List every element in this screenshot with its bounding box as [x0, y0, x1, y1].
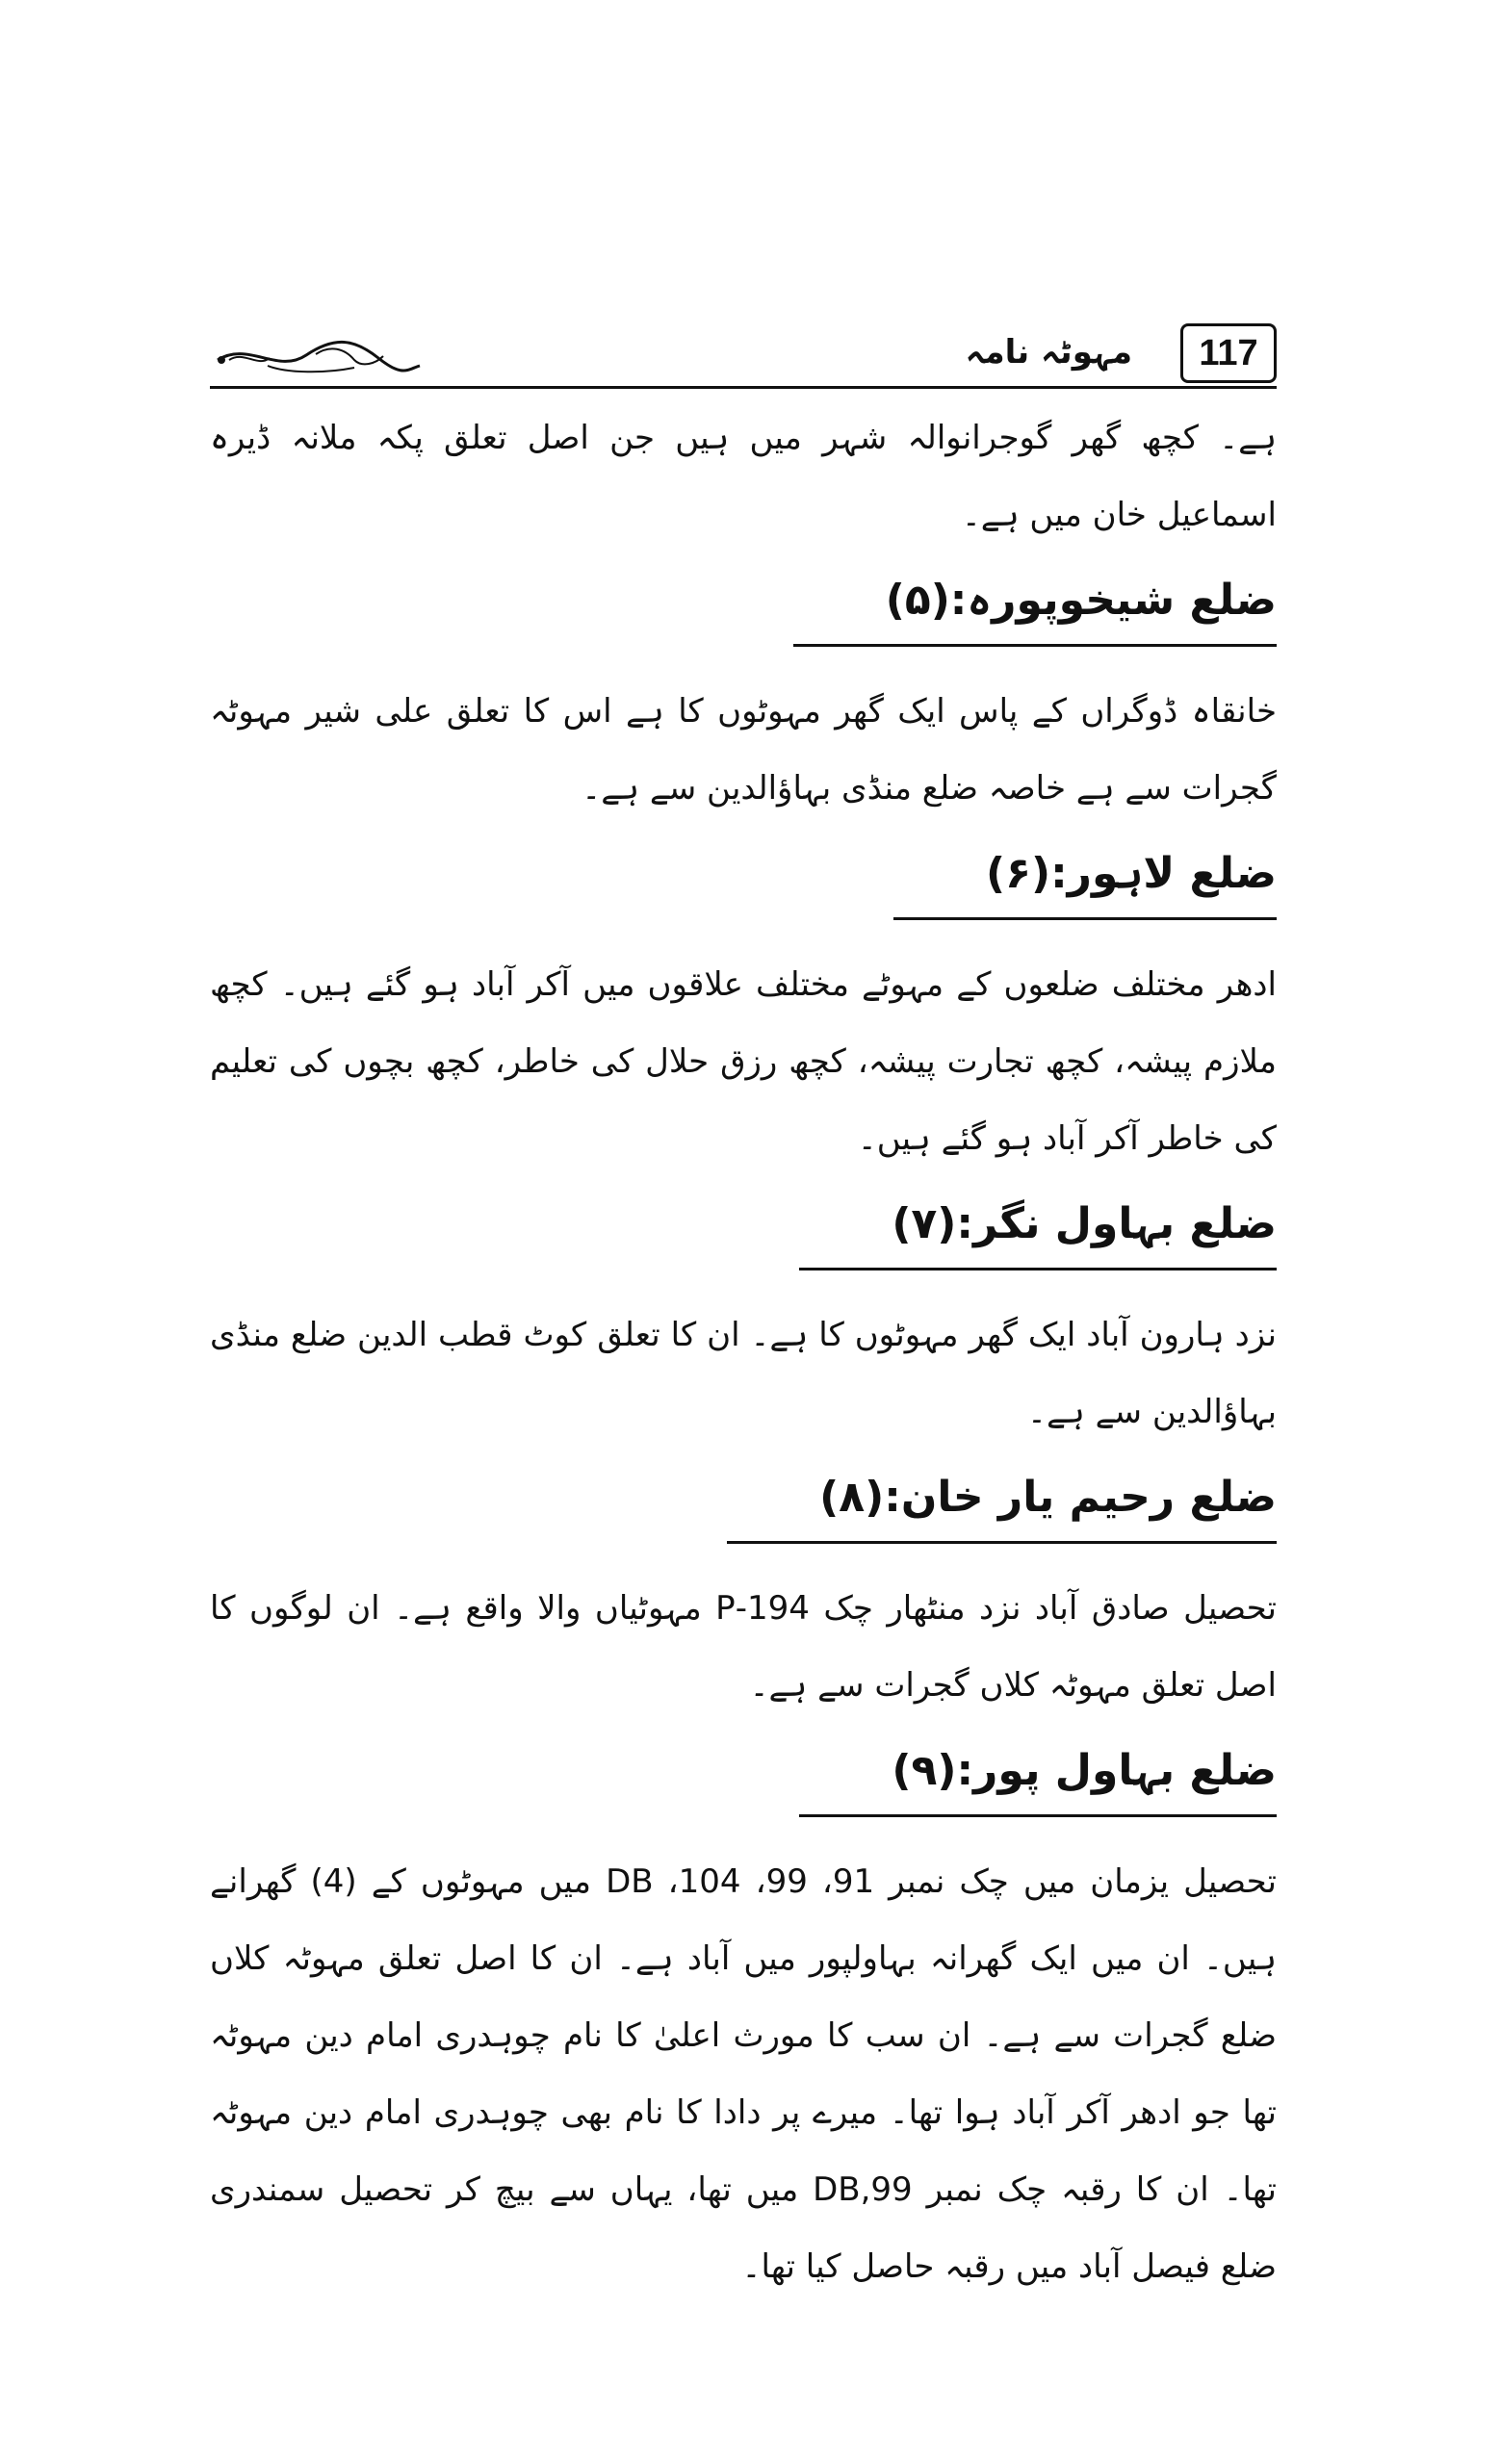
- paragraph-lahore: ادھر مختلف ضلعوں کے مہوٹے مختلف علاقوں میں آکر آباد ہو گئے ہیں۔ کچھ ملازم پیشہ، کچھ تجارت پیشہ، کچھ رزق حلال کی خاطر، کچھ بچوں کی تعلیم کی خاطر آکر آباد ہو گئے ہیں۔: [210, 965, 1277, 1158]
- paragraph-intro: ہے۔ کچھ گھر گوجرانوالہ شہر میں ہیں جن اصل تعلق پکہ ملانہ ڈیرہ اسماعیل خان میں ہے۔: [210, 419, 1277, 534]
- heading-number: (۶): [986, 849, 1051, 898]
- page-number: 117: [1180, 323, 1277, 383]
- heading-number: (۵): [885, 576, 950, 625]
- heading-title: ضلع بہاول پور:: [956, 1746, 1277, 1795]
- heading-number: (۹): [892, 1746, 957, 1795]
- section-heading-5: [210, 553, 1277, 673]
- section-heading-8: [210, 1450, 1277, 1570]
- heading-title: ضلع لاہور:: [1050, 849, 1277, 898]
- heading-title: ضلع شیخوپورہ:: [949, 576, 1277, 625]
- section-heading-7: [210, 1177, 1277, 1296]
- paragraph-bahawalnagar: نزد ہارون آباد ایک گھر مہوٹوں کا ہے۔ ان کا تعلق کوٹ قطب الدین ضلع منڈی بہاؤالدین سے ہے۔: [210, 1316, 1277, 1431]
- page-header: [210, 323, 1277, 393]
- heading-title: ضلع رحیم یار خان:: [884, 1473, 1277, 1522]
- paragraph-rahimyarkhan: تحصیل صادق آباد نزد منٹھار چک 194-P مہوٹیاں والا واقع ہے۔ ان لوگوں کا اصل تعلق مہوٹہ کلاں گجرات سے ہے۔: [210, 1589, 1277, 1705]
- book-title: مہوٹہ نامہ: [965, 333, 1132, 372]
- section-heading-9: [210, 1724, 1277, 1843]
- page-content: [210, 399, 1277, 2305]
- header-rule: [210, 386, 1277, 389]
- heading-title: ضلع بہاول نگر:: [956, 1199, 1277, 1248]
- section-heading-6: [210, 827, 1277, 946]
- heading-number: (۸): [819, 1473, 885, 1522]
- heading-number: (۷): [892, 1199, 957, 1248]
- paragraph-sheikhupura: خانقاہ ڈوگراں کے پاس ایک گھر مہوٹوں کا ہے اس کا تعلق علی شیر مہوٹہ گجرات سے ہے خاصہ ضلع منڈی بہاؤالدین سے ہے۔: [210, 692, 1277, 808]
- flourish-ornament-icon: [210, 331, 422, 379]
- paragraph-bahawalpur: تحصیل یزمان میں چک نمبر 91، 99، 104، DB میں مہوٹوں کے (4) گھرانے ہیں۔ ان میں ایک گھرانہ بہاولپور میں آباد ہے۔ ان کا اصل تعلق مہوٹہ کلاں ضلع گجرات سے ہے۔ ان سب کا مورث اعلیٰ کا نام چوہدری امام دین مہوٹہ تھا جو ادھر آکر آباد ہوا تھا۔ میرے پر دادا کا نام بھی چوہدری امام دین مہوٹہ تھا۔ ان کا رقبہ چک نمبر DB,99 میں تھا، یہاں سے بیچ کر تحصیل سمندری ضلع فیصل آباد میں رقبہ حاصل کیا تھا۔: [210, 1862, 1278, 2286]
